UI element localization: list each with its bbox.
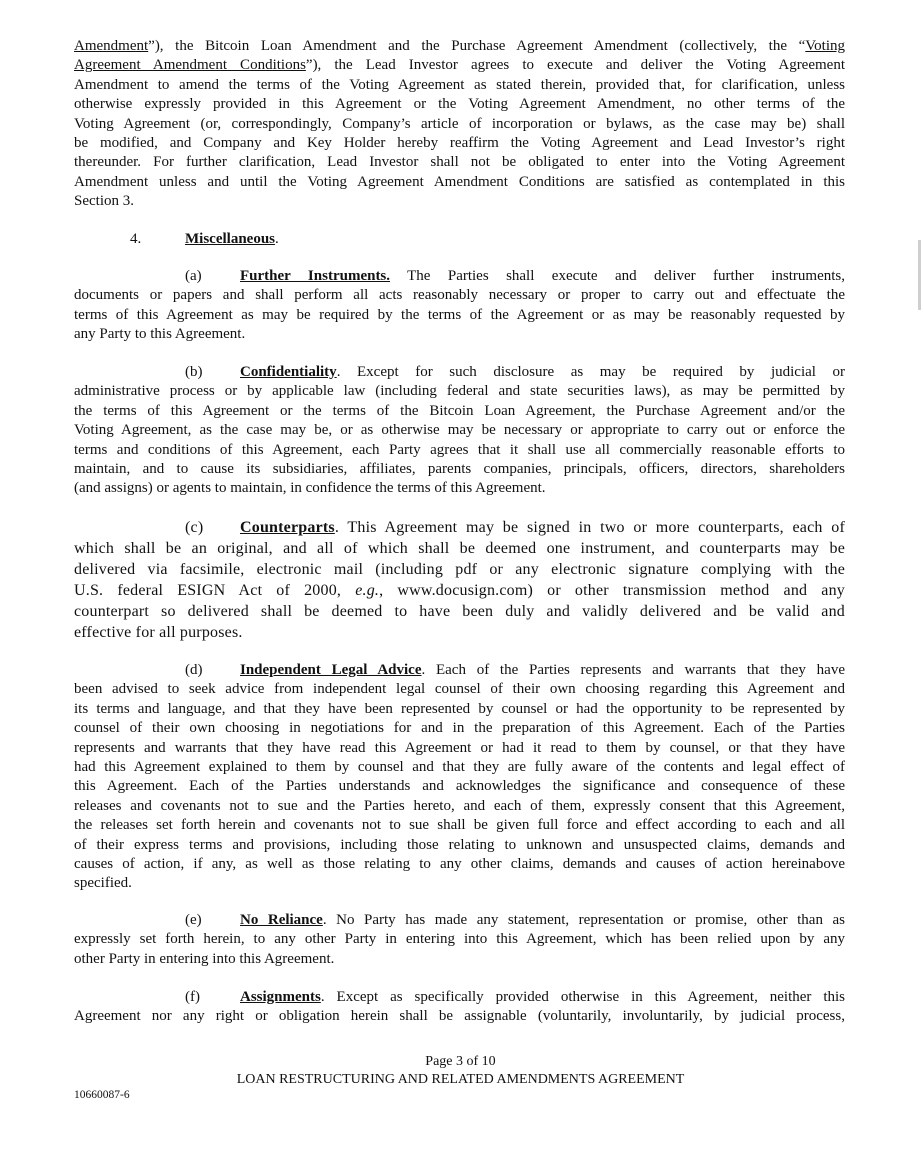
text-segment: counsel of their own choosing in negotiations for and in the preparation of this Agreement. Each of the Parties [74,720,845,737]
defined-term: Voting [805,38,845,54]
text-line [74,382,845,401]
subsection-b [74,363,845,499]
text-line [185,661,845,680]
text-segment: releases and covenants not to sue and the Parties hereto, and each of them, expressly consent that this Agreement, [74,797,845,814]
text-line [74,930,845,949]
text-line [74,700,845,719]
text-segment: any Party to this Agreement. [74,326,246,343]
text-segment: maintain, and to cause its subsidiaries, affiliates, parents companies, principals, officers, directors, shareholders [74,460,845,477]
text-segment: The Parties shall execute and deliver further instruments, [390,268,845,284]
text-line [74,601,845,622]
text-segment: Agreement nor any right or obligation herein shall be assignable (voluntarily, involuntarily, by judicial process, [74,1008,845,1025]
text-segment: . Each of the Parties represents and warrants that they have [421,662,845,678]
page-number: Page 3 of 10 [425,1054,496,1069]
text-line [74,719,845,738]
text-segment: other Party in entering into this Agreement. [74,950,335,967]
text-line [74,441,845,460]
text-segment: effective for all purposes. [74,624,243,641]
text-line [74,758,845,777]
text-line [74,95,845,114]
text-segment: specified. [74,875,132,892]
text-line [74,286,845,305]
section-title: Miscellaneous [185,231,275,247]
text-line [74,192,845,211]
text-segment: causes of action, if any, as well as those relating to any other claims, demands and causes of action hereinabove [74,855,845,872]
text-line [185,911,845,930]
text-segment: its terms and language, and that they have been represented by counsel or had the opportunity to be represented by [74,700,845,717]
text-segment: ”), the Lead Investor agrees to execute and deliver the Voting Agreement [305,57,845,74]
subsection-a [74,267,845,345]
text-segment: (and assigns) or agents to maintain, in confidence the terms of this Agreement. [74,480,546,497]
subsection-label: (a) [185,268,202,284]
subsection-d [74,661,845,894]
text-segment: Amendment to amend the terms of the Voting Agreement as stated therein, provided that, for clarification, unless [74,76,845,93]
text-segment: otherwise expressly provided in this Agreement or the Voting Agreement Amendment, no other terms of the [74,96,845,113]
text-segment: which shall be an original, and all of which shall be deemed one instrument, and counterparts may be [74,540,845,557]
subsection-heading: Assignments [240,989,321,1005]
text-line [74,680,845,699]
text-line [185,267,845,286]
text-segment: Voting Agreement, as the case may be, or as otherwise may be necessary or appropriate to carry out or enforce the [74,422,845,439]
text-segment: Voting Agreement (or, correspondingly, Company’s article of incorporation or bylaws, as the case may be) shall [74,115,845,132]
section-3-continued-paragraph [74,37,845,212]
text-line [74,325,845,344]
text-line [74,816,845,835]
text-line [74,421,845,440]
text-line [185,517,845,538]
text-line [74,559,845,580]
text-segment: Section 3. [74,193,134,210]
text-segment: e.g. [355,582,380,599]
text-segment: of their express terms and provisions, including those relating to unknown and unsuspected claims, demands and [74,836,845,853]
text-segment: Amendment unless and until the Voting Agreement Amendment Conditions are satisfied as contemplated in this [74,173,845,190]
defined-term: Amendment [74,38,149,54]
subsection-heading: Further Instruments. [240,268,391,284]
text-segment: documents or papers and shall perform all acts reasonably necessary or proper to carry out and effectuate the [74,287,845,304]
text-line [74,37,845,56]
text-line [74,950,845,969]
text-segment: , www.docusign.com) or other transmission method and any [379,582,845,599]
subsection-label: (d) [185,662,203,678]
section-4-heading [130,230,141,249]
text-line [74,836,845,855]
text-segment: administrative process or by applicable law (including federal and state securities laws), as may be permitted by [74,383,845,400]
text-line [74,115,845,134]
defined-term: Agreement Amendment Conditions [74,57,306,74]
text-line [74,479,845,498]
text-line [74,306,845,325]
text-segment: the releases set forth herein and covenants not to sue shall be given full force and effect according to each and all [74,817,845,834]
text-line [74,134,845,153]
text-line [74,56,845,75]
text-line [74,460,845,479]
text-segment: be modified, and Company and Key Holder hereby reaffirm the Voting Agreement and Lead Investor’s right [74,134,845,151]
subsection-label: (f) [185,989,200,1005]
text-segment: thereunder. For further clarification, Lead Investor shall not be obligated to enter into the Voting Agreement [74,154,845,171]
text-segment: . Except for such disclosure as may be required by judicial or [336,364,845,380]
section-number: 4. [130,231,142,247]
text-segment: the terms of this Agreement or the terms of the Bitcoin Loan Agreement, the Purchase Agreement and/or the [74,402,845,419]
subsection-label: (e) [185,912,202,928]
text-segment: . Except as specifically provided otherwise in this Agreement, neither this [320,989,845,1005]
text-line [185,988,845,1007]
text-segment: been advised to seek advice from independent legal counsel of their own choosing regarding this Agreement and [74,681,845,698]
text-segment: . No Party has made any statement, representation or promise, other than as [322,912,845,928]
subsection-heading: Counterparts [240,519,335,536]
subsection-heading: No Reliance [240,912,323,928]
text-line [74,622,845,643]
text-line [74,777,845,796]
text-segment: U.S. federal ESIGN Act of 2000, [74,582,356,599]
text-segment: expressly set forth herein, to any other Party in entering into this Agreement, which has been relied upon by any [74,931,845,948]
text-line [74,153,845,172]
text-line [74,580,845,601]
text-segment: this Agreement. Each of the Parties understands and acknowledges the significance and consequence of these [74,778,845,795]
text-line [74,797,845,816]
text-line [74,1007,845,1026]
text-segment: had this Agreement explained to them by counsel and that they are fully aware of the contents and legal effect of [74,758,845,775]
subsection-label: (c) [185,519,204,536]
text-segment: terms of this Agreement as may be required by the terms of the Agreement or as may be reasonably requested by [74,306,845,323]
text-line [74,538,845,559]
subsection-c [74,517,845,643]
text-segment: represents and warrants that they have read this Agreement or had it read to them by counsel, or that they have [74,739,845,756]
text-line [74,855,845,874]
text-segment: ”), the Bitcoin Loan Amendment and the Purchase Agreement Amendment (collectively, the “ [148,38,806,54]
section-4-title [185,230,279,249]
subsection-heading: Independent Legal Advice [240,662,422,678]
text-segment: delivered via facsimile, electronic mail (including pdf or any electronic signature complying with the [74,561,845,578]
text-line [74,76,845,95]
document-id: 10660087-6 [74,1089,130,1101]
section-title-suffix: . [275,231,279,247]
text-segment: . This Agreement may be signed in two or more counterparts, each of [334,519,845,536]
subsection-heading: Confidentiality [240,364,337,380]
text-line [74,739,845,758]
text-segment: terms and conditions of this Agreement, each Party agrees that it shall use all commercially reasonable efforts to [74,441,845,458]
subsection-label: (b) [185,364,203,380]
subsection-e [74,911,845,969]
text-line [74,173,845,192]
footer-title: LOAN RESTRUCTURING AND RELATED AMENDMENTS AGREEMENT [236,1072,685,1087]
text-line [74,402,845,421]
subsection-f [74,988,845,1027]
text-segment: counterpart so delivered shall be deemed to have been duly and validly delivered and be valid and [74,603,845,620]
text-line [185,363,845,382]
text-line [74,874,845,893]
